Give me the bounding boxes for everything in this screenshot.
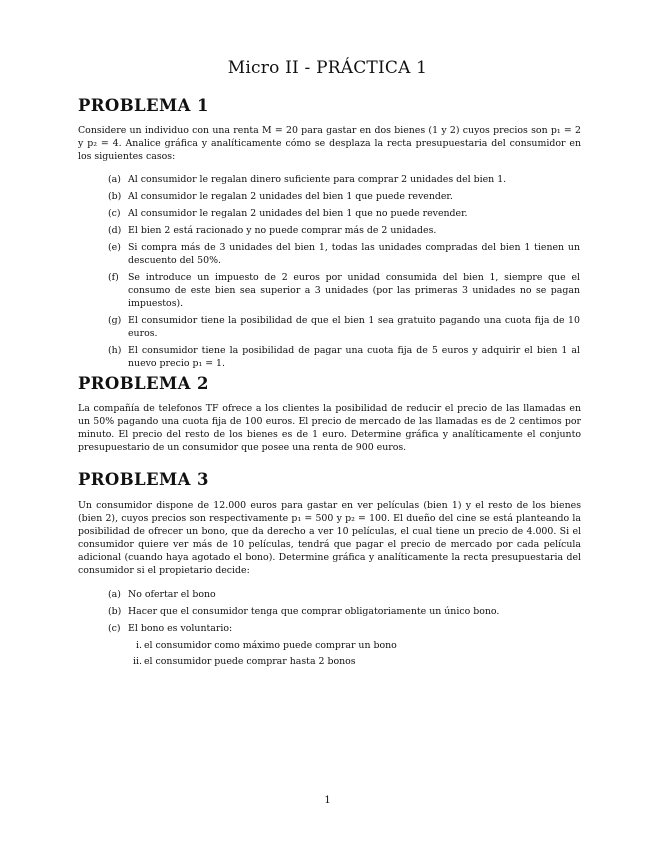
- list-item: [108, 622, 580, 668]
- document-title: Micro II - PRÁCTICA 1: [227, 58, 428, 78]
- subitem-text: el consumidor como máximo puede comprar un bono: [144, 640, 397, 651]
- item-label: (e): [108, 242, 121, 253]
- item-text: El consumidor tiene la posibilidad de que el bien 1 sea gratuito pagando una cuota fija de 10 euros.: [128, 315, 580, 339]
- item-text: No ofertar el bono: [128, 589, 216, 600]
- problem-2-text: La compañía de telefonos TF ofrece a los clientes la posibilidad de reducir el precio de las llamadas en un 50% pagando una cuota fija de 100 euros. El precio de mercado de las llamadas es de 2 centimos por minuto. El precio del resto de los bienes es de 1 euro. Determine gráfica y analíticamente el conjunto presupuestario de un consumidor que posee una renta de 900 euros.: [78, 403, 581, 453]
- item-label: (a): [108, 174, 121, 185]
- list-item: [108, 314, 580, 340]
- item-text: Se introduce un impuesto de 2 euros por unidad consumida del bien 1, siempre que el consumo de este bien sea superior a 3 unidades (por las primeras 3 unidades no se pagan impuestos).: [128, 272, 580, 309]
- item-text: Al consumidor le regalan 2 unidades del bien 1 que puede revender.: [128, 191, 453, 202]
- page-number: 1: [324, 795, 331, 806]
- problem-3-heading: PROBLEMA 3: [78, 470, 209, 489]
- item-text: Al consumidor le regalan 2 unidades del bien 1 que no puede revender.: [128, 208, 468, 219]
- list-item: [108, 588, 580, 601]
- item-text: El consumidor tiene la posibilidad de pagar una cuota fija de 5 euros y adquirir el bien 1 al nuevo precio p₁ = 1.: [128, 345, 580, 369]
- item-label: (b): [108, 606, 122, 617]
- item-text: Hacer que el consumidor tenga que comprar obligatoriamente un único bono.: [128, 606, 500, 617]
- list-item: [108, 241, 580, 267]
- problem-3-list: [108, 588, 580, 672]
- list-item: [108, 605, 580, 618]
- list-item: [108, 190, 580, 203]
- item-label: (a): [108, 589, 121, 600]
- problem-1-intro: Considere un individuo con una renta M = 20 para gastar en dos bienes (1 y 2) cuyos precios son p₁ = 2 y p₂ = 4. Analice gráfica y analíticamente cómo se desplaza la recta presupuestaria del consumidor en los siguientes casos:: [78, 125, 581, 162]
- item-text: El bien 2 está racionado y no puede comprar más de 2 unidades.: [128, 225, 437, 236]
- sub-list-item: [128, 655, 580, 668]
- item-label: (f): [108, 272, 119, 283]
- problem-1-heading: PROBLEMA 1: [78, 96, 209, 115]
- problem-3-sublist: [128, 639, 580, 668]
- list-item: [108, 224, 580, 237]
- item-label: (g): [108, 315, 122, 326]
- sub-list-item: [128, 639, 580, 652]
- item-label: (c): [108, 623, 121, 634]
- list-item: [108, 271, 580, 310]
- problem-2-heading: PROBLEMA 2: [78, 374, 209, 393]
- item-text: El bono es voluntario:: [128, 623, 233, 634]
- list-item: [108, 207, 580, 220]
- problem-3-text: Un consumidor dispone de 12.000 euros para gastar en ver películas (bien 1) y el resto de los bienes (bien 2), cuyos precios son respectivamente p₁ = 500 y p₂ = 100. El dueño del cine se está planteando la posibilidad de ofrecer un bono, que da derecho a ver 10 películas, el cual tiene un precio de 4.000. Si el consumidor quiere ver más de 10 películas, tendrá que pagar el precio de mercado por cada película adicional (cuando haya agotado el bono). Determine gráfica y analíticamente la recta presupuestaria del consumidor si el propietario decide:: [78, 500, 581, 576]
- item-label: (h): [108, 345, 122, 356]
- list-item: [108, 344, 580, 370]
- subitem-label: ii.: [133, 656, 142, 667]
- item-text: Al consumidor le regalan dinero suficiente para comprar 2 unidades del bien 1.: [128, 174, 507, 185]
- item-label: (d): [108, 225, 122, 236]
- item-label: (b): [108, 191, 122, 202]
- list-item: [108, 173, 580, 186]
- subitem-label: i.: [136, 640, 142, 651]
- item-label: (c): [108, 208, 121, 219]
- item-text: Si compra más de 3 unidades del bien 1, todas las unidades compradas del bien 1 tienen un descuento del 50%.: [128, 242, 580, 266]
- problem-1-list: [108, 173, 580, 374]
- subitem-text: el consumidor puede comprar hasta 2 bonos: [144, 656, 356, 667]
